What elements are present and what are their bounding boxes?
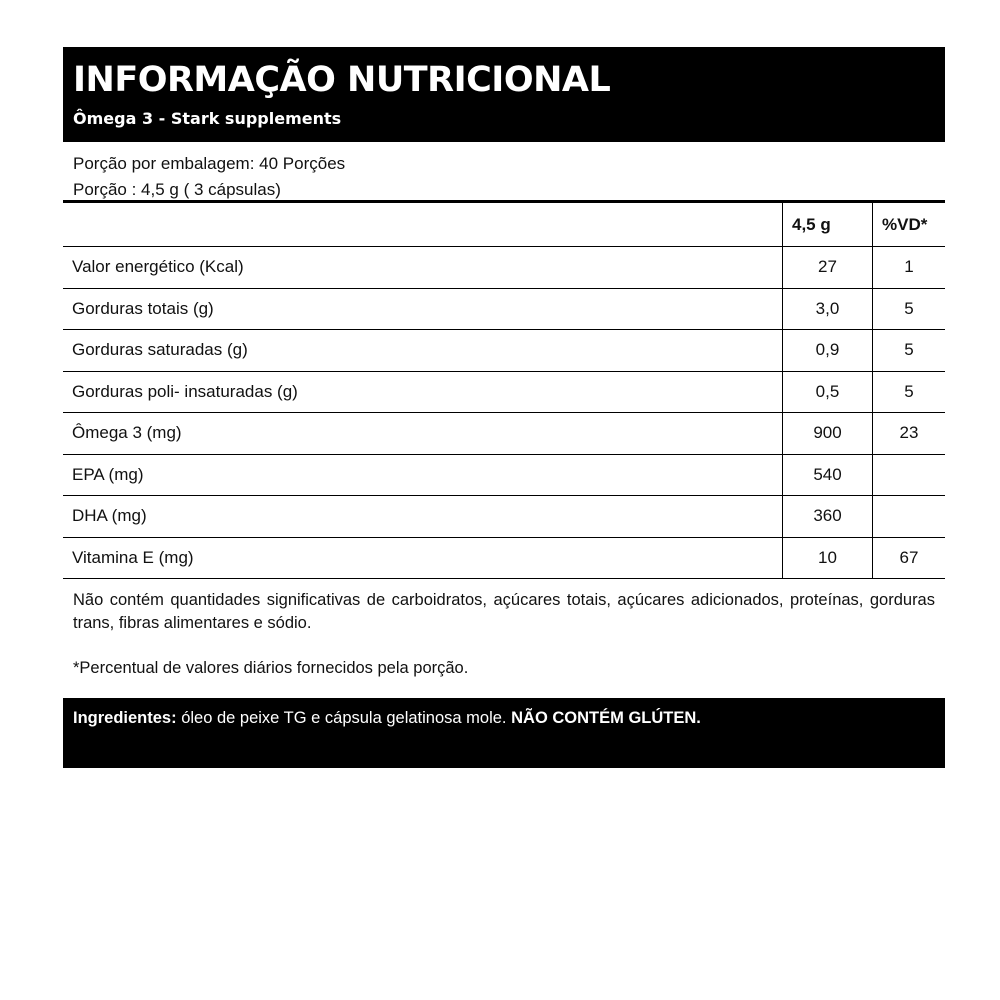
- page-title: INFORMAÇÃO NUTRICIONAL: [73, 60, 611, 100]
- nutrient-vd: [872, 496, 945, 537]
- nutrition-label: [63, 47, 945, 768]
- table-row: [63, 496, 945, 538]
- nutrient-amount: 0,9: [782, 330, 872, 371]
- table-row: [63, 372, 945, 414]
- nutrient-name: Gorduras saturadas (g): [72, 340, 248, 360]
- table-row: [63, 330, 945, 372]
- gluten-warning: NÃO CONTÉM GLÚTEN.: [511, 709, 701, 727]
- disclaimer-note: Não contém quantidades significativas de carboidratos, açúcares totais, açúcares adicionados, proteínas, gorduras trans, fibras alimentares e sódio.: [73, 591, 935, 632]
- nutrient-vd: 5: [872, 372, 945, 413]
- label-header: [63, 47, 945, 142]
- nutrient-vd: [872, 455, 945, 496]
- nutrient-amount: 900: [782, 413, 872, 454]
- nutrient-vd: 23: [872, 413, 945, 454]
- nutrient-amount: 10: [782, 538, 872, 579]
- column-header-vd: %VD*: [872, 203, 945, 246]
- nutrient-amount: 27: [782, 247, 872, 288]
- nutrient-amount: 3,0: [782, 289, 872, 330]
- nutrient-amount: 360: [782, 496, 872, 537]
- nutrient-vd: 5: [872, 330, 945, 371]
- nutrient-name: Gorduras totais (g): [72, 298, 214, 318]
- column-header-amount: 4,5 g: [782, 203, 872, 246]
- nutrient-vd: 1: [872, 247, 945, 288]
- serving-info: [63, 142, 945, 200]
- nutrition-table: [63, 200, 945, 579]
- serving-size: Porção : 4,5 g ( 3 cápsulas): [73, 180, 281, 199]
- servings-per-package: Porção por embalagem: 40 Porções: [73, 154, 346, 173]
- nutrient-name: Ômega 3 (mg): [72, 423, 182, 443]
- nutrient-vd: 67: [872, 538, 945, 579]
- nutrient-name: Vitamina E (mg): [72, 547, 194, 567]
- ingredients-text: óleo de peixe TG e cápsula gelatinosa mole.: [176, 709, 512, 727]
- table-row: [63, 413, 945, 455]
- nutrient-amount: 540: [782, 455, 872, 496]
- column-header-nutrient: [63, 203, 782, 246]
- table-row: [63, 247, 945, 289]
- table-row: [63, 538, 945, 580]
- nutrient-vd: 5: [872, 289, 945, 330]
- nutrient-name: Gorduras poli- insaturadas (g): [72, 381, 298, 401]
- nutrient-amount: 0,5: [782, 372, 872, 413]
- vd-footnote: *Percentual de valores diários fornecidos pela porção.: [73, 659, 469, 677]
- table-header-row: [63, 203, 945, 247]
- ingredients-bar: [63, 698, 945, 768]
- ingredients-label: Ingredientes:: [73, 709, 177, 727]
- nutrient-name: EPA (mg): [72, 464, 144, 484]
- table-row: [63, 455, 945, 497]
- nutrient-name: Valor energético (Kcal): [72, 257, 244, 277]
- product-subtitle: Ômega 3 - Stark supplements: [73, 109, 342, 128]
- table-row: [63, 289, 945, 331]
- nutrient-name: DHA (mg): [72, 506, 147, 526]
